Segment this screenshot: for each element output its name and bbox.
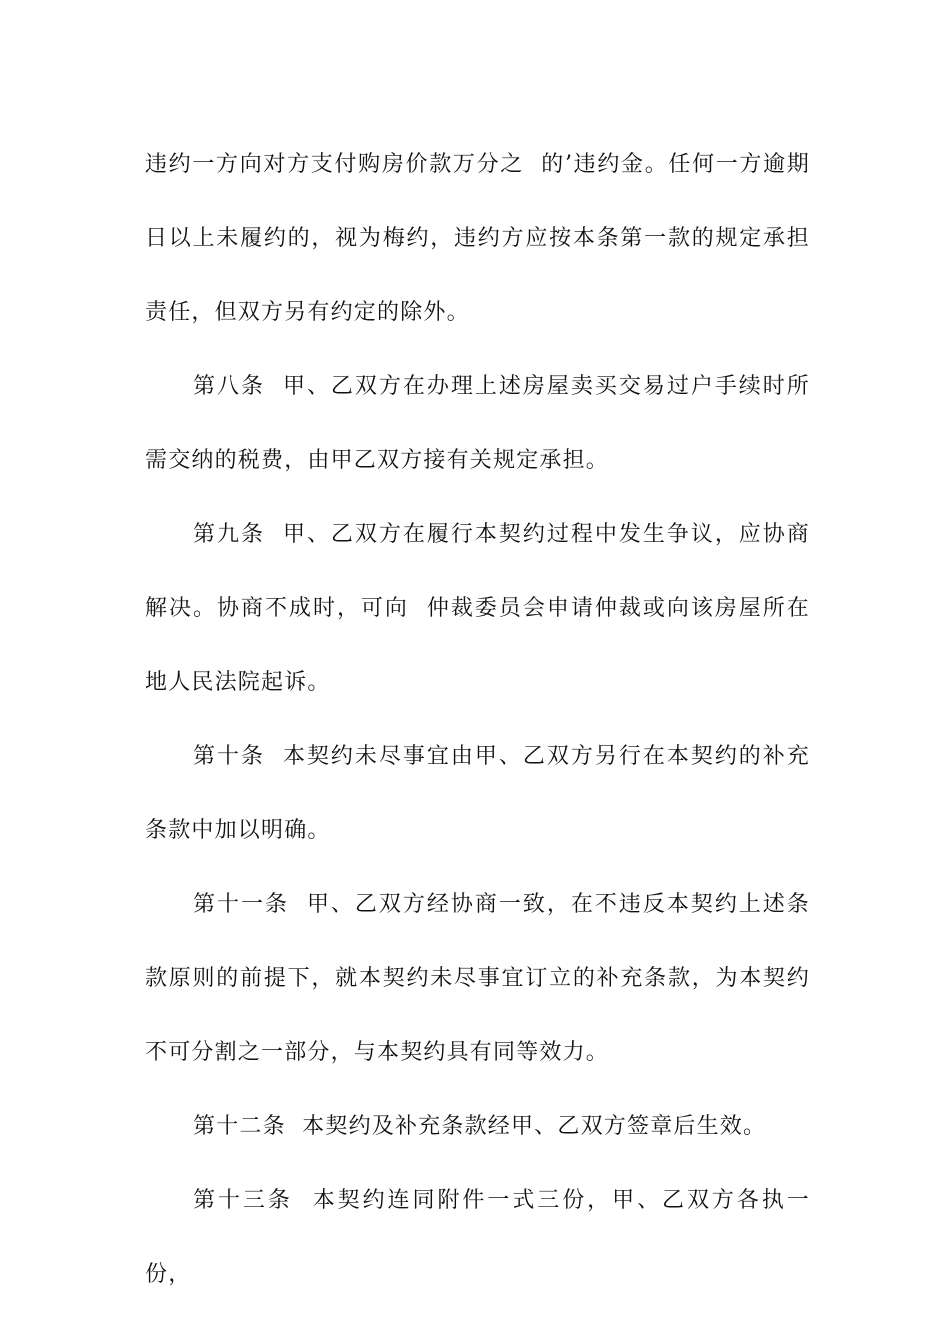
paragraph-penalty-clause: 违约一方向对方支付购房价款万分之 的’违约金。任何一方逾期 日以上未履约的，视为梅约，违约方应按本条第一款的规定承担责任，但双方另有约定的除外。 xyxy=(145,152,827,325)
paragraph-article-11: 第十一条 甲、乙双方经协商一致，在不违反本契约上述条款原则的前提下，就本契约未尽事宜订立的补充条款，为本契约不可分割之一部分，与本契约具有同等效力。 xyxy=(145,892,810,1065)
paragraph-article-12: 第十二条 本契约及补充条款经甲、乙双方签章后生效。 xyxy=(193,1114,767,1139)
paragraph-article-10: 第十条 本契约未尽事宜由甲、乙双方另行在本契约的补充条款中加以明确。 xyxy=(145,744,810,843)
document-body xyxy=(145,128,827,1312)
paragraph-article-8: 第八条 甲、乙双方在办理上述房屋卖买交易过户手续时所需交纳的税费，由甲乙双方接有关规定承担。 xyxy=(145,374,810,473)
paragraph-article-9: 第九条 甲、乙双方在履行本契约过程中发生争议，应协商解决。协商不成时，可向 仲裁委员会申请仲裁或向该房屋所在地人民法院起诉。 xyxy=(145,522,810,695)
paragraph-article-13: 第十三条 本契约连同附件一式三份，甲、乙双方各执一份， xyxy=(145,1188,810,1287)
